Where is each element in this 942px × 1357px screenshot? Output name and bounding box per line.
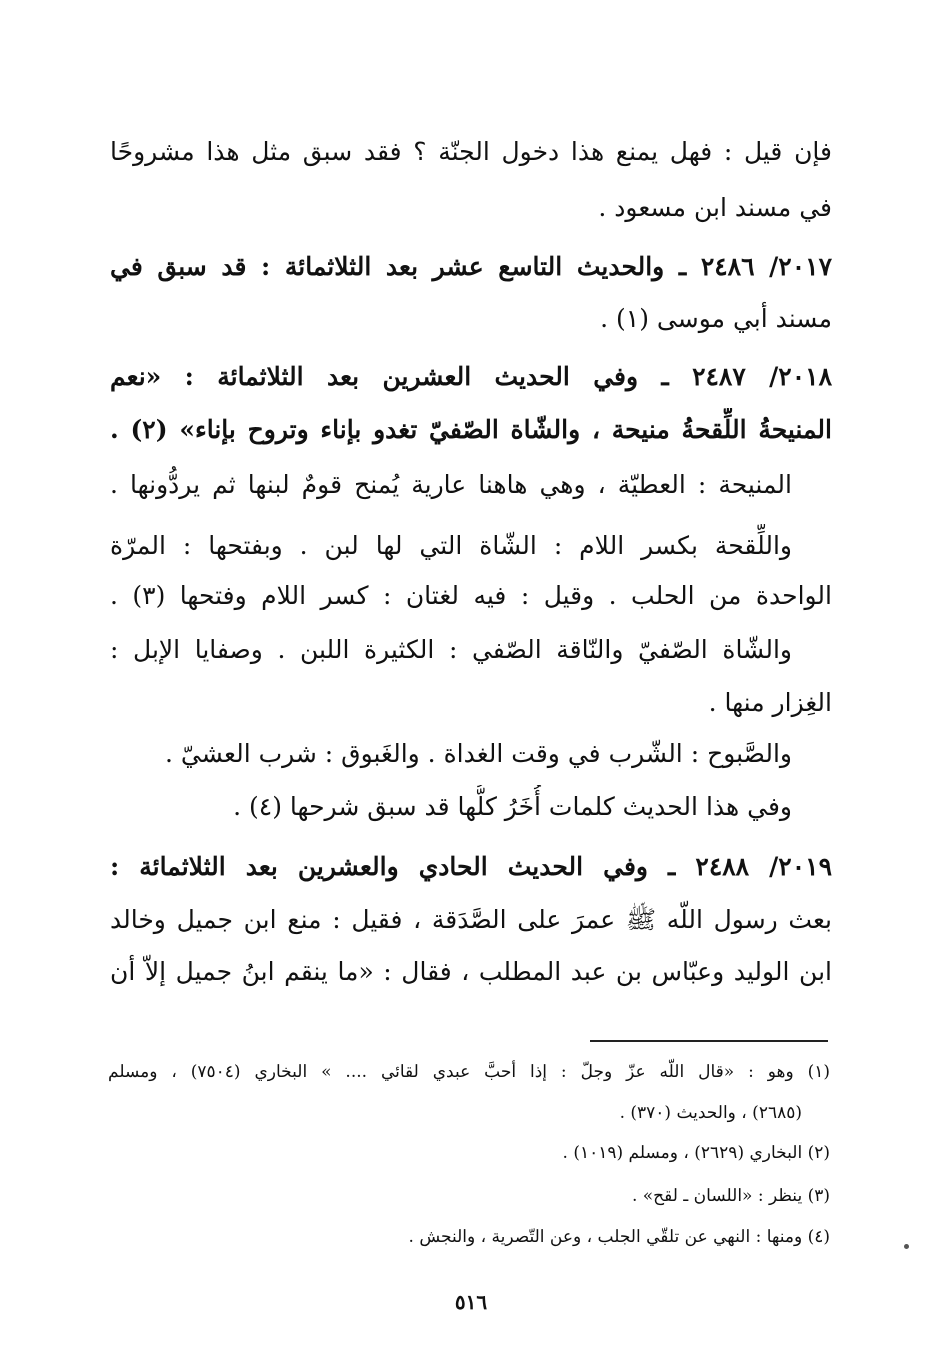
footnote-2: (٢) البخاري (٢٦٢٩) ، ومسلم (١٠١٩) . [562, 1143, 830, 1163]
hadith-text-2018: المنيحةُ اللِّقحةُ منيحة ، والشّاة الصّفيّ تغدو بإناء وتروح بإناء» (٢) . [110, 415, 832, 444]
body-line-1: فإن قيل : فهل يمنع هذا دخول الجنّة ؟ فقد سبق مثل هذا مشروحًا [110, 137, 832, 166]
body-line-12: والصَّبوح : الشّرب في وقت الغداة . والغَبوق : شرب العشيّ . [164, 739, 792, 768]
hadith-heading-2019: ٢٠١٩/ ٢٤٨٨ ـ وفي الحديث الحادي والعشرين بعد الثلاثمائة : [110, 852, 832, 881]
hadith-heading-2018: ٢٠١٨/ ٢٤٨٧ ـ وفي الحديث العشرين بعد الثلاثمائة : «نعم [110, 362, 832, 391]
scan-speck [904, 1244, 909, 1249]
body-line-9: الواحدة من الحلب . وقيل : فيه لغتان : كسر اللام وفتحها (٣) . [110, 581, 832, 610]
body-line-2: في مسند ابن مسعود . [598, 193, 832, 222]
body-line-15: بعث رسول اللّه ﷺ عمرَ على الصَّدَقة ، فقيل : منع ابن جميل وخالد [110, 905, 832, 934]
hadith-heading-2017: ٢٠١٧/ ٢٤٨٦ ـ والحديث التاسع عشر بعد الثلاثمائة : قد سبق في [110, 252, 832, 281]
footnote-1-continued: (٢٦٨٥) ، والحديث (٣٧٠) . [619, 1103, 802, 1123]
body-line-13: وفي هذا الحديث كلمات أُخَرُ كلُّها قد سبق شرحها (٤) . [233, 792, 792, 821]
footnote-1: (١) وهو : «قال اللّه عزّ وجلّ : إذا أحبَّ عبدي لقائي .... » البخاري (٧٥٠٤) ، ومسلم [108, 1062, 830, 1082]
body-line-7: المنيحة : العطيّة ، وهي هاهنا عارية يُمنح قومٌ لبنها ثم يردُّونها . [110, 470, 792, 499]
body-line-10: والشّاة الصّفيّ والنّاقة الصّفي : الكثيرة اللبن . وصفايا الإبل : [110, 635, 792, 664]
page-number: ٥١٦ [454, 1290, 488, 1314]
footnote-3: (٣) ينظر : «اللسان ـ لقح» . [631, 1186, 830, 1206]
body-line-8: واللِّقحة بكسر اللام : الشّاة التي لها لبن . وبفتحها : المرّة [110, 531, 792, 560]
body-line-11: الغِزار منها . [708, 688, 832, 717]
body-line-4: مسند أبي موسى (١) . [600, 304, 832, 333]
body-line-16: ابن الوليد وعبّاس بن عبد المطلب ، فقال : «ما ينقم ابنُ جميل إلاّ أن [110, 957, 832, 986]
footnote-separator [590, 1040, 828, 1042]
footnote-4: (٤) ومنها : النهي عن تلقّي الجلب ، وعن التّصرية ، والنجش . [408, 1227, 830, 1247]
